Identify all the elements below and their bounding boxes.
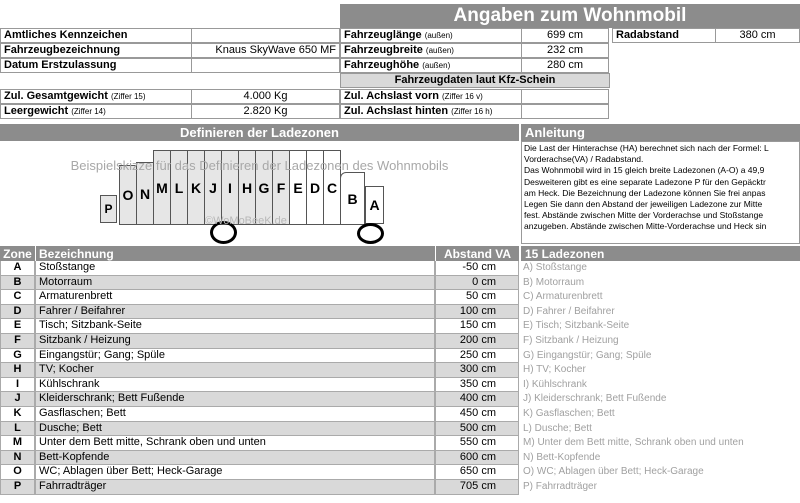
zone-letter: C — [0, 290, 35, 305]
table-row — [0, 378, 519, 393]
breite-note: (außen) — [425, 46, 454, 55]
sketch-zone-b: B — [340, 172, 365, 225]
achslast-hinten-label: Zul. Achslast hinten — [344, 105, 449, 117]
gesamtgewicht-note: (Ziffer 15) — [110, 92, 146, 101]
zone-distance-input[interactable]: -50 cm — [435, 261, 519, 276]
zone-list-item: G) Eingangstür; Gang; Spüle — [523, 349, 652, 361]
col-list-header: 15 Ladezonen — [521, 246, 800, 261]
zone-distance-input[interactable]: 50 cm — [435, 290, 519, 305]
table-row — [0, 363, 519, 378]
zone-name-input[interactable]: TV; Kocher — [35, 363, 435, 378]
table-row — [0, 305, 519, 320]
achslast-vorn-note: (Ziffer 16 v) — [442, 92, 483, 101]
zone-name-input[interactable]: Stoßstange — [35, 261, 435, 276]
anleitung-line: am Heck. Die Bezeichnung der Ladezone können Sie frei anpas — [524, 187, 766, 198]
zone-letter: K — [0, 407, 35, 422]
breite-input[interactable]: 232 cm — [521, 43, 609, 58]
zone-name-input[interactable]: Sitzbank / Heizung — [35, 334, 435, 349]
bezeichnung-label: Fahrzeugbezeichnung — [0, 43, 192, 58]
anleitung-line: Desweiteren gibt es eine separate Ladezone P für den Gepäcktr — [524, 176, 766, 187]
gesamtgewicht-input[interactable]: 4.000 Kg — [191, 89, 340, 104]
zone-letter: D — [0, 305, 35, 320]
zone-list-item: B) Motorraum — [523, 276, 585, 288]
achslast-hinten-input[interactable] — [521, 104, 609, 119]
zone-name-input[interactable]: Motorraum — [35, 276, 435, 291]
zone-list-item: C) Armaturenbrett — [523, 291, 603, 303]
sketch-zone-j: J — [204, 150, 222, 225]
col-name-header: Bezeichnung — [36, 246, 435, 261]
zone-distance-input[interactable]: 600 cm — [435, 451, 519, 466]
anleitung-text — [521, 141, 800, 244]
zone-name-input[interactable]: Kühlschrank — [35, 378, 435, 393]
breite-label: Fahrzeugbreite — [344, 44, 423, 56]
table-row — [0, 465, 519, 480]
sketch-zone-a: A — [365, 186, 384, 224]
achslast-vorn-input[interactable] — [521, 89, 609, 104]
gesamtgewicht-label: Zul. Gesamtgewicht — [4, 90, 108, 102]
zone-letter: H — [0, 363, 35, 378]
anleitung-line: Legen Sie dann den Abstand der jeweiligen Ladezone zur Mitte — [524, 199, 763, 210]
zone-list-item: L) Dusche; Bett — [523, 422, 592, 434]
sketch-zone-c: C — [323, 150, 341, 225]
zone-list-item: H) TV; Kocher — [523, 364, 586, 376]
zone-list-item: N) Bett-Kopfende — [523, 451, 601, 463]
zone-name-input[interactable]: Kleiderschrank; Bett Fußende — [35, 392, 435, 407]
zone-distance-input[interactable]: 150 cm — [435, 319, 519, 334]
zone-name-input[interactable]: Armaturenbrett — [35, 290, 435, 305]
col-dist-header: Abstand VA — [436, 246, 519, 261]
zone-list-item: E) Tisch; Sitzbank-Seite — [523, 320, 630, 332]
kennzeichen-label: Amtliches Kennzeichen — [0, 28, 192, 43]
anleitung-line: Vorderachse(VA) / Radabstand. — [524, 154, 644, 165]
zone-distance-input[interactable]: 350 cm — [435, 378, 519, 393]
achslast-hinten-note: (Ziffer 16 h) — [451, 107, 493, 116]
zone-list-item: I) Kühlschrank — [523, 378, 587, 390]
zone-list-item: O) WC; Ablagen über Bett; Heck-Garage — [523, 466, 704, 478]
zone-letter: M — [0, 436, 35, 451]
zone-name-input[interactable]: Eingangstür; Gang; Spüle — [35, 349, 435, 364]
zone-letter: J — [0, 392, 35, 407]
zone-name-input[interactable]: Unter dem Bett mitte, Schrank oben und unten — [35, 436, 435, 451]
table-row — [0, 290, 519, 305]
zone-name-input[interactable]: Tisch; Sitzbank-Seite — [35, 319, 435, 334]
table-row — [0, 276, 519, 291]
sketch-zone-h: H — [238, 150, 256, 225]
leergewicht-input[interactable]: 2.820 Kg — [191, 104, 340, 119]
table-row — [0, 451, 519, 466]
anleitung-header: Anleitung — [521, 124, 800, 141]
sketch-zone-n: N — [136, 162, 154, 225]
sketch-zone-i: I — [221, 150, 239, 225]
zone-letter: O — [0, 465, 35, 480]
sketch-caption: Beispielskizze für das Definieren der Ladezonen des Wohnmobils — [70, 158, 449, 173]
zone-name-input[interactable]: Fahrer / Beifahrer — [35, 305, 435, 320]
zone-letter: N — [0, 451, 35, 466]
hoehe-label: Fahrzeughöhe — [344, 59, 420, 71]
zone-letter: I — [0, 378, 35, 393]
zone-letter: B — [0, 276, 35, 291]
col-zone-header: Zone — [0, 246, 35, 261]
zone-letter: F — [0, 334, 35, 349]
zone-list-item: A) Stoßstange — [523, 262, 587, 273]
erstzulassung-label: Datum Erstzulassung — [0, 58, 192, 73]
zone-distance-input[interactable]: 0 cm — [435, 276, 519, 291]
zone-distance-input[interactable]: 500 cm — [435, 422, 519, 437]
table-row — [0, 436, 519, 451]
zone-list-item: D) Fahrer / Beifahrer — [523, 305, 615, 317]
zone-name-input[interactable]: Dusche; Bett — [35, 422, 435, 437]
zone-list-item: M) Unter dem Bett mitte, Schrank oben und unten — [523, 437, 744, 449]
table-row — [0, 319, 519, 334]
kennzeichen-input[interactable] — [191, 28, 340, 43]
leergewicht-label: Leergewicht — [4, 105, 69, 117]
zone-name-input[interactable]: Bett-Kopfende — [35, 451, 435, 466]
zone-list-item: P) Fahrradträger — [523, 481, 597, 492]
zone-distance-input[interactable]: 550 cm — [435, 436, 519, 451]
sketch-zone-f: F — [272, 150, 290, 225]
achslast-vorn-label: Zul. Achslast vorn — [344, 90, 439, 102]
table-row — [0, 407, 519, 422]
anleitung-line: Das Wohnmobil wird in 15 gleich breite Ladezonen (A-O) a 49,9 — [524, 165, 765, 176]
zone-list-item: F) Sitzbank / Heizung — [523, 335, 619, 346]
ladezonen-header: Definieren der Ladezonen — [0, 124, 519, 141]
table-row — [0, 392, 519, 407]
vehicle-sketch — [0, 141, 519, 244]
zone-name-input[interactable]: Gasflaschen; Bett — [35, 407, 435, 422]
zone-distance-input[interactable]: 400 cm — [435, 392, 519, 407]
sketch-zone-p: P — [100, 195, 117, 223]
hoehe-input[interactable]: 280 cm — [521, 58, 609, 73]
zone-distance-input[interactable]: 250 cm — [435, 349, 519, 364]
anleitung-line: Die Last der Hinterachse (HA) berechnet sich nach der Formel: L — [524, 143, 769, 153]
zone-distance-input[interactable]: 200 cm — [435, 334, 519, 349]
bezeichnung-input[interactable]: Knaus SkyWave 650 MF — [191, 43, 340, 58]
zone-letter: L — [0, 422, 35, 437]
zone-name-input[interactable]: Fahrradträger — [35, 480, 435, 495]
table-row — [0, 334, 519, 349]
laenge-label: Fahrzeuglänge — [344, 29, 422, 41]
radstand-label: Radabstand — [612, 28, 716, 43]
zone-distance-input[interactable]: 300 cm — [435, 363, 519, 378]
zone-letter: G — [0, 349, 35, 364]
zone-distance-input[interactable]: 100 cm — [435, 305, 519, 320]
sketch-zone-e: E — [289, 150, 307, 225]
sketch-zone-l: L — [170, 150, 188, 225]
sketch-zone-o: O — [119, 165, 137, 225]
zone-letter: P — [0, 480, 35, 495]
anleitung-line: fest. Abstände zwischen Mitte der Vorderachse und Stoßstange — [524, 210, 764, 221]
zone-name-input[interactable]: WC; Ablagen über Bett; Heck-Garage — [35, 465, 435, 480]
laenge-input[interactable]: 699 cm — [521, 28, 609, 43]
table-row — [0, 349, 519, 364]
sketch-zone-m: M — [153, 150, 171, 225]
zone-distance-input[interactable]: 450 cm — [435, 407, 519, 422]
anleitung-line: anzugeben. Abstände zwischen Mitte-Vorderachse und Heck sin — [524, 221, 767, 232]
sketch-zone-g: G — [255, 150, 273, 225]
hoehe-note: (außen) — [422, 61, 451, 70]
zone-list-item: K) Gasflaschen; Bett — [523, 408, 615, 419]
kfz-header: Fahrzeugdaten laut Kfz-Schein — [340, 73, 610, 88]
table-row — [0, 261, 519, 276]
table-row — [0, 422, 519, 437]
zone-letter: E — [0, 319, 35, 334]
front-wheel-icon — [357, 223, 384, 244]
sketch-zone-d: D — [306, 150, 324, 225]
zone-list-item: J) Kleiderschrank; Bett Fußende — [523, 393, 667, 405]
zone-distance-input[interactable]: 705 cm — [435, 480, 519, 495]
zone-letter: A — [0, 261, 35, 276]
leergewicht-note: (Ziffer 14) — [71, 107, 106, 116]
sketch-watermark: ©WoMoBeeK.de — [205, 215, 287, 227]
page-title: Angaben zum Wohnmobil — [340, 4, 800, 28]
erstzulassung-input[interactable] — [191, 58, 340, 73]
zone-distance-input[interactable]: 650 cm — [435, 465, 519, 480]
radstand-input[interactable]: 380 cm — [715, 28, 800, 43]
sketch-zone-k: K — [187, 150, 205, 225]
table-row — [0, 480, 519, 495]
laenge-note: (außen) — [424, 31, 453, 40]
